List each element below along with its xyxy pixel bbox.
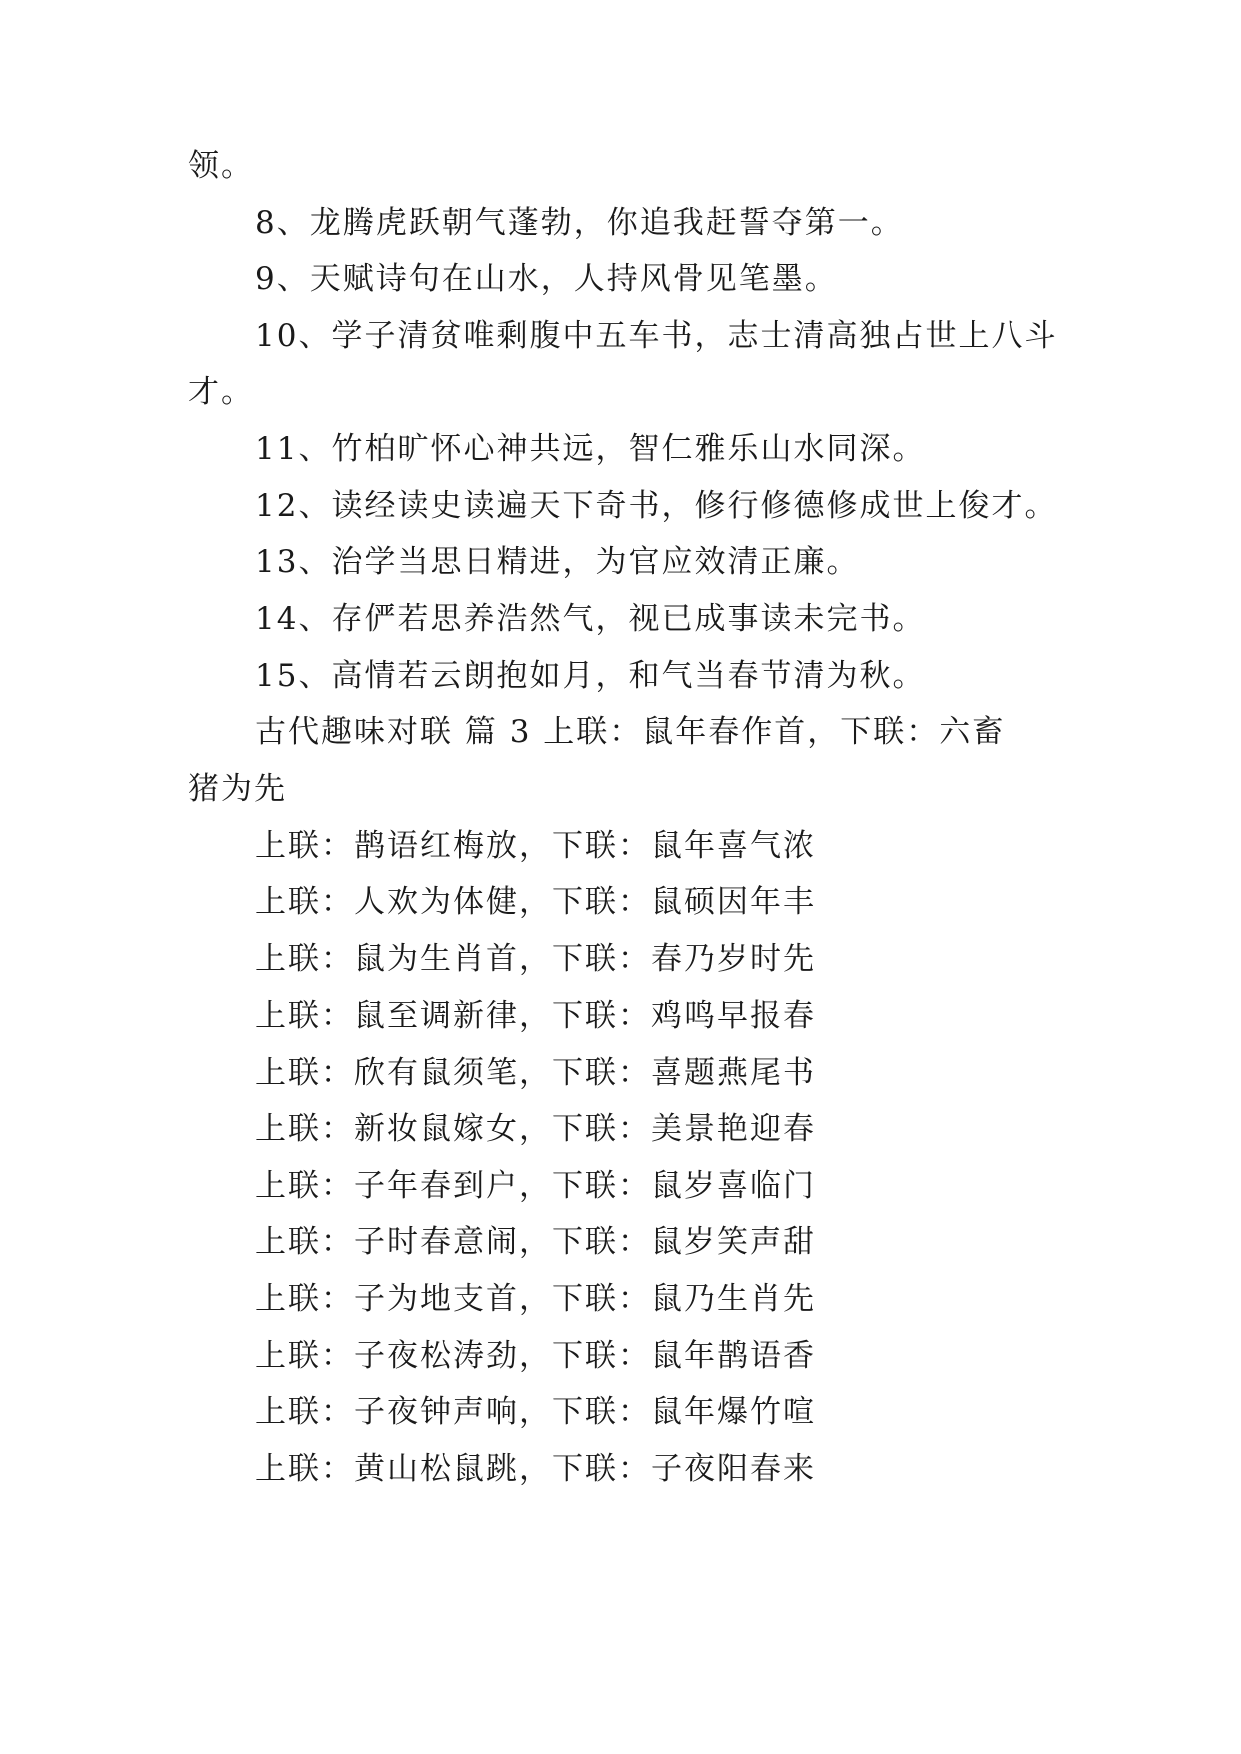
couplet-line: 上联：子时春意闹，下联：鼠岁笑声甜 bbox=[255, 1224, 816, 1260]
text-line: 9、天赋诗句在山水，人持风骨见笔墨。 bbox=[255, 261, 838, 297]
text-line: 12、读经读史读遍天下奇书，修行修德修成世上俊才。 bbox=[255, 488, 1058, 524]
couplet-line: 上联：欣有鼠须笔，下联：喜题燕尾书 bbox=[255, 1055, 816, 1091]
couplet-line: 上联：新妆鼠嫁女，下联：美景艳迎春 bbox=[255, 1111, 816, 1147]
text-line: 13、治学当思日精进，为官应效清正廉。 bbox=[255, 544, 860, 580]
text-line: 才。 bbox=[188, 374, 254, 410]
couplet-line: 上联：鼠为生肖首，下联：春乃岁时先 bbox=[255, 941, 816, 977]
couplet-line: 上联：子为地支首，下联：鼠乃生肖先 bbox=[255, 1281, 816, 1317]
text-line: 8、龙腾虎跃朝气蓬勃，你追我赶誓夺第一。 bbox=[255, 205, 904, 241]
couplet-line: 上联：鼠至调新律，下联：鸡鸣早报春 bbox=[255, 998, 816, 1034]
couplet-line: 上联：人欢为体健，下联：鼠硕因年丰 bbox=[255, 884, 816, 920]
couplet-line: 上联：子年春到户，下联：鼠岁喜临门 bbox=[255, 1168, 816, 1204]
couplet-line: 上联：鹊语红梅放，下联：鼠年喜气浓 bbox=[255, 828, 816, 864]
couplet-line: 上联：子夜松涛劲，下联：鼠年鹊语香 bbox=[255, 1338, 816, 1374]
text-line: 11、竹柏旷怀心神共远，智仁雅乐山水同深。 bbox=[255, 431, 926, 467]
text-line: 猪为先 bbox=[188, 771, 287, 807]
section-heading-line: 古代趣味对联 篇 3 上联：鼠年春作首，下联：六畜 bbox=[255, 714, 1006, 750]
text-line: 15、高情若云朗抱如月，和气当春节清为秋。 bbox=[255, 658, 926, 694]
text-line: 领。 bbox=[188, 148, 254, 184]
couplet-line: 上联：黄山松鼠跳，下联：子夜阳春来 bbox=[255, 1451, 816, 1487]
couplet-line: 上联：子夜钟声响，下联：鼠年爆竹喧 bbox=[255, 1394, 816, 1430]
text-line: 14、存俨若思养浩然气，视已成事读未完书。 bbox=[255, 601, 926, 637]
text-line: 10、学子清贫唯剩腹中五车书，志士清高独占世上八斗 bbox=[255, 318, 1058, 354]
